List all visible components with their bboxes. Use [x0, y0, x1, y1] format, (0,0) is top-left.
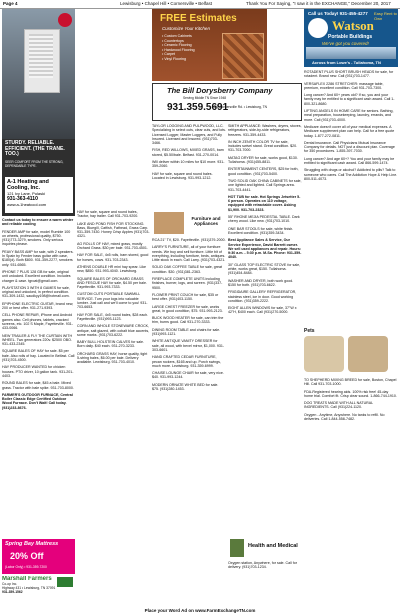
list-item: HAY for sale, square and round bales. Located in Lewisburg. 931-993-1212.	[152, 171, 213, 180]
ad-discount: 20% Off	[10, 551, 44, 561]
company-name: The Bill Dorysberry Company	[167, 86, 273, 95]
ad-title: Marshall Farmers	[2, 576, 52, 582]
list-item: • Carpet	[162, 52, 176, 57]
list-item: Long cancer? And 60+ years old? If so, you and your family may be entitled to a significant cash award. Call 1-800-321-8680.	[304, 93, 395, 106]
list-item: HAND CRAFTED CEDAR FURNITURE, pecan rockers, $165 and up. Porch swings, much more. Lewisburg. 931-359-6999.	[152, 355, 221, 368]
column-5-bottom	[304, 378, 398, 606]
spring-bay-ad	[2, 539, 75, 574]
ad-note: Contact us today to ensure a warm winter and reliable cooling	[2, 218, 74, 227]
list-item: • Hardwood Flooring	[162, 47, 195, 52]
paper-list: Lewisburg • Chapel Hill • Cornersville • Belfast	[120, 1, 213, 6]
service-list	[162, 34, 195, 62]
list-item: ENTERTAINMENT CENTERS, $25 for both, good condition. (931)703-5400.	[228, 167, 299, 176]
section-label: Furniture and Appliances	[191, 216, 221, 226]
dog-image	[304, 336, 344, 372]
list-item: LIFTING ANGELS IN HOME CARE for seniors. Bathing, meal preparation, housekeeping, laundry, errands, and more. Call (931)703-4000.	[304, 109, 394, 122]
list-item: NEW TRAILER & FLY THE CURTAIN WITH WHEEL. Two generators 220v. $2500 OBO. 931-433-2345.	[2, 333, 73, 347]
watson-ad	[304, 9, 398, 67]
dorysberry-ad	[152, 83, 302, 121]
tagline: We've got you covered!	[322, 41, 369, 46]
pets-section-header	[304, 328, 398, 374]
company-since: Serving Middle TN Since 1948	[183, 96, 226, 100]
list-item: EIGHT ALLEN WINDOWS for sale, 37"W x 42"H, $400 each. Call (931)270-5000.	[228, 306, 297, 315]
list-item: VERSAFLEX 2286 STRETCHER: massage table, premium, excellent condition. Call 931-703-7300.	[304, 81, 384, 90]
list-item: ROUND BALES for sale, $45 a bale. Mixed grass. Tractor with bale spike. 931-703-8000.	[2, 381, 74, 390]
list-item: ONE BAR STOOLS for sale, white finish. Excellent condition. (931)359-3434.	[228, 226, 294, 235]
list-item: 55" RHONE MEJIA PEDESTAL TABLE. Dark cherry wood. Like new. (931)703-1010.	[228, 215, 300, 224]
ad-line: Co-op Inc.	[2, 582, 18, 586]
list-item: Dental insurance. Call Physicians Mutual Insurance Company for details. NOT just a discount plan. Coverage for 350 procedures. 1-855-397-7030.	[304, 140, 395, 154]
hvac-unit-image	[24, 29, 60, 93]
list-item: SOLID OAK COFFEE TABLE for sale, great condition. $30. (931)381-2363.	[152, 265, 222, 274]
company-web: www.a-1heatcool.com	[7, 202, 47, 207]
heating-ad	[2, 9, 75, 216]
list-item: FDA-Registered hearing aids. 100% risk free! 45-day home trial. Comfort fit. Crisp clear sound. 1-866-744-1910.	[304, 389, 397, 398]
ad-line: 931-359-1562	[2, 590, 23, 594]
list-item: ORCHARD GRASS HAY, horse quality, tight 5-string bales, $6.00 per bale. Delivery available. Lewisburg. 931-703-4010.	[77, 351, 148, 365]
company-sub: Portable Buildings	[328, 34, 373, 40]
column-1	[2, 218, 75, 536]
list-item: LARRY'S FURNITURE, all of your furniture needs. We buy and sell furniture. Little bit of everything, including furniture, beds, antiques. Little stock in each. Call Larry. (931)703-4321.	[152, 245, 226, 263]
list-item: DOG TREATS MADE WITH ALL NATURAL INGREDIENTS. Call (931)224-1120.	[304, 401, 374, 410]
ad-company-box	[5, 177, 73, 213]
column-5	[304, 70, 398, 326]
list-item: WASHER AND DRYER, both work good. $150 for both. (931)703-6622.	[228, 278, 294, 287]
marshall-farmers-ad	[2, 576, 75, 606]
watson-logo-icon	[308, 18, 328, 38]
list-item: Medicare doesn't cover all of your medical expenses. A Medicare supplement plan can help. Call for a free quote today. 1-877-272-0811.	[304, 124, 395, 138]
rug-image	[222, 33, 264, 79]
list-item: HAY FOR SALE, 4x5 rolls, barn stored, good for horses, cows. 931-703-2343.	[77, 253, 149, 262]
header-date: Thank You For Saying, "I saw it in the EXCHANGE," December 20, 2017	[246, 1, 391, 6]
list-item: FISH, RED WILLOWS, MIXED GRASS, barn stored, $5.50/bale. Belfast. 931-270-0014.	[152, 148, 224, 157]
list-item: ROTADENT PLUS SHORT BRUSH HEADS for sale, for rotadent. Brand new. Call (931)703-1477.	[304, 70, 394, 79]
ad-headline: STURDY. RELIABLE. EFFICIENT. (THE TRANE. TOO.)	[5, 140, 65, 158]
company-phone: 931.359.5691	[167, 102, 229, 113]
free-estimates-ad	[152, 9, 267, 81]
list-item: PEAVY BASS AMP for sale, with 2 speakers. In Spain by Fender bass guitar with case, $180(d). Both $800. 931-359-2277, smokers only. 931-6565.	[2, 249, 74, 267]
list-item: ATHENS DOUBLE HR mini hay spear. Like new, $850. 931-993-4040. Lewisburg.	[77, 264, 147, 274]
company-phone: 931-363-4110	[7, 196, 38, 202]
column-2	[77, 210, 150, 605]
list-item: IN INCH ZENITH COLOR TV for sale, includes swivel stand. Great condition. $20. 931-703-7000.	[228, 139, 298, 153]
list-item: SQUARE BALES OF HAY for sale. $5 per bale. Also rolls of hay. Located in Belfast. Call (931)703-4500.	[2, 349, 75, 363]
list-item: HAY PRODUCER WANTED for chicken houses. PTO driver, 10 gallon tank. 931-201-4403.	[2, 365, 74, 378]
list-item: MODERN ORNATE WHITE BED for sale. $75. (931)280-1453.	[152, 382, 219, 392]
list-item: FLOWER PRINT COUCH for sale, $35 or best offer. (931)403-1150.	[152, 292, 219, 302]
ad-call: Call us Today! 931-455-4277	[308, 11, 368, 16]
list-item: Lung cancer? And age 60+? You and your family may be entitled to significant cash award. Call 866-599-1474.	[304, 156, 395, 166]
building-image	[306, 47, 396, 59]
column-4	[228, 124, 302, 534]
list-item: CUSTOM CUTS PORTABLE SAWMILL SERVICE. Turn your logs into valuable lumber. Just call and we'll come to you! 931-703-6653.	[77, 292, 148, 310]
list-item: LAKE AND POND FISH FOR STOCKING. Bass, Bluegill, Catfish, Fathead, Grass Carp. 931-359-7430. Honey Crisp Apples (931)703-4321.	[77, 221, 150, 239]
list-item: IPHONE 7 PLUS 128 GB for sale, original unit unlocked. Excellent condition. Includes charger & case. tgroat@gmail.com.	[2, 269, 71, 283]
list-item: WHITE ANTIQUE VANITY DRESSER for sale, all wood, with bevel mirror, $1,000. 931-303-6601.	[152, 339, 225, 352]
company-name: A-1 Heating and Cooling, Inc.	[7, 179, 49, 191]
ad-title: Spring Bay Mattress	[5, 541, 59, 547]
list-item: • Vinyl Flooring	[162, 56, 186, 61]
list-item: LARGE CHEST FREEZER for sale, works great, in good condition, $75. 931-993-2123.	[152, 304, 223, 313]
company-address: 401 Cornersville Rd. • Lewisburg, TN	[213, 105, 268, 109]
list-item: SMITH APPLIANCE: Washers, dryers, stoves, refrigerators, side-by-side refrigerators, freezers. 931-359-4433.	[228, 124, 302, 137]
list-item: SQUARE BALES OF ORCHARD GRASS AND FESCUE HAY for sale, $4.50 per bale. Fayetteville. 931-993-7333.	[77, 276, 147, 290]
page-number: Page 4	[3, 1, 18, 6]
list-item: FENDER AMP for sale, model Rumble 100 on wheels, professional quality, $750.(931)773-3279, smokers. Only serious inquiries please.	[2, 229, 71, 247]
list-item: BUCK WOOD HEATER for sale, can trim the trim, burns good. Call 931-270-3333.	[152, 316, 224, 325]
ad-line: Highway 431 • Lewisburg, TN 37091	[2, 586, 56, 590]
column-3-top	[152, 124, 226, 208]
list-item: TO SHEPHERD MIXING BREED for sale, Boston, Chapel Hill. Call 931-703-1000.	[304, 378, 397, 387]
company-address: 121 Ivy Lane, Pulaski	[7, 191, 46, 196]
list-item: • Custom Cabinets	[162, 34, 192, 38]
list-item: • Ceramic Flooring	[162, 43, 192, 48]
list-item: EPIPHONE ELECTRIC GUITAR, brand new, 200 or best offer. 931-271-9393.	[2, 301, 74, 311]
ad-subtitle: Customize Your Kitchen	[162, 26, 210, 31]
list-item: RCA 21" TV, $20. Fayetteville. (931)379-2000.	[152, 238, 226, 242]
page-footer: Place your Word Ad on www.FarmExchangeTN.com	[144, 608, 256, 613]
list-item: HOT TUB for sale. Hot Springs Jetsetter 5-6 person. Operates on 110 voltage, equipped with retractable cover. Asking $1,900. 931-703-2323.	[228, 194, 301, 212]
list-item: TAYLOR LOGGING AND PULPWOOD, LLC. Specializing in select cuts, clear cuts, and lots. Licensed Logger, Master Loggers, and Fully Insured. Licensed and Insured. (931)703-3466.	[152, 124, 226, 146]
list-item: Oxygen - Anytime, Anywhere. No tanks to refill. No deliveries. Call 1-844-558-7482.	[304, 412, 385, 422]
list-item: CORN AND WHOLE STONEWARE CROCK, antique, salt glazed, with cobalt blue accents, some marks. (931)703-6222.	[77, 324, 150, 337]
list-item: Will deliver within 10 miles for $10 more. 931-359-2060.	[152, 160, 225, 169]
list-item: FIREPLACE COMPLETE UNITS including finishes, burner, logs, and screen. (931)337-9500.	[152, 277, 223, 290]
health-section-header	[230, 537, 302, 559]
list-item: Struggling with drugs or alcohol? Addicted to pills? Talk to someone who cares. Call The Addiction Hope & Help Line. 800-511-4073.	[304, 168, 398, 181]
list-item: 30" GLASS TOP ELECTRIC STOVE for sale, white, works great, $150. Tullahoma. (931)454-8484.	[228, 262, 301, 276]
ad-subline: SEER COMFORT FROM THE STRONG, DEPENDABLE TYPE.	[5, 160, 64, 168]
list-item: HAY for sale, square and round bales, Tractor, hay trailer. Call 931-703-9200.	[77, 210, 139, 219]
furniture-section-header	[152, 210, 226, 236]
trane-logo-icon	[58, 13, 72, 27]
list-item: TWO SOLID OAK CHINA CABINETS for sale, one lighted and lighted. Call Springs area. 931-703-4441.	[228, 178, 302, 192]
list-item: FARMER'S OUTDOOR FURNACE, Central Boiler Classic Edge Certified Outdoor Wood Furnace. Don't Wait! Call today. (931)233-8676.	[2, 392, 73, 410]
furniture-image	[154, 212, 184, 234]
column-4-bottom	[228, 561, 302, 605]
list-item: PLAYSTATION 3 WITH 8 GAMES for sale, original and unlocked, in perfect condition. 931-309-1432, saudkyy198@hotmail.com.	[2, 285, 70, 299]
list-item: MATAG DRYER for sale, works good, $130. Tullahoma. (931)455-8811.	[228, 155, 298, 165]
list-item: FRIGIDAIRE GALLERY REFRIGERATOR, stainless steel, ice in door. Good working condition. (931)359-2222.	[228, 290, 297, 303]
ad-detail: (Labor Only) • 931-359-7200	[5, 565, 47, 569]
ad-photo	[2, 9, 75, 139]
coop-logo-icon	[57, 577, 73, 587]
column-3	[152, 238, 226, 605]
medical-icon	[230, 539, 244, 557]
ad-title: FREE Estimates	[160, 13, 237, 24]
location: Across from Lowe's - Tullahoma, TN	[312, 60, 381, 65]
list-item: Oxygen station, Anywhere, for sale. Call for delivery. (931)703-1234.	[228, 561, 297, 570]
list-item: DINING ROOM TABLE and chairs for sale. (931)993-1121.	[152, 327, 221, 337]
list-item: HAY FOR SALE, 4x5 round bales, $28 each. Fayetteville. (931)993-1123.	[77, 312, 149, 321]
page-header	[0, 0, 400, 9]
ad-rent: Easy Rent to Own	[374, 11, 397, 21]
section-label: Health and Medical	[248, 543, 298, 549]
section-label: Pets	[304, 328, 315, 334]
list-item: CELL PHONE REPAIR, iPhone and Android games also. Cell phones, tablets, cracked screens, etc. 102 S Maple, Fayetteville. 931-433-0066.	[2, 313, 73, 331]
cat-image	[348, 336, 388, 372]
list-item: • Countertops	[162, 38, 184, 43]
company-name: Watson	[332, 18, 374, 33]
list-item: AG ROLLS OF HAY, mixed grass, mostly Orchard Grass. $30 per bale. 931-703-4501.	[77, 241, 148, 251]
list-item: Best Appliance Sales & Service, Our Service Experience, David Barrett owner. We sell used appliances and repair. Hours: 9:30 a.m. - 5:30 p.m. M-Sa. Phone: 931-359-4040.	[228, 238, 302, 260]
list-item: BABY BULL HOLSTEIN CALVES for sale. Born daily. $40 each. 931-270-3233.	[77, 340, 145, 349]
list-item: CHAISE LOUNGE CHAIR for sale, very nice. $40. 931-993-1244.	[152, 371, 224, 380]
